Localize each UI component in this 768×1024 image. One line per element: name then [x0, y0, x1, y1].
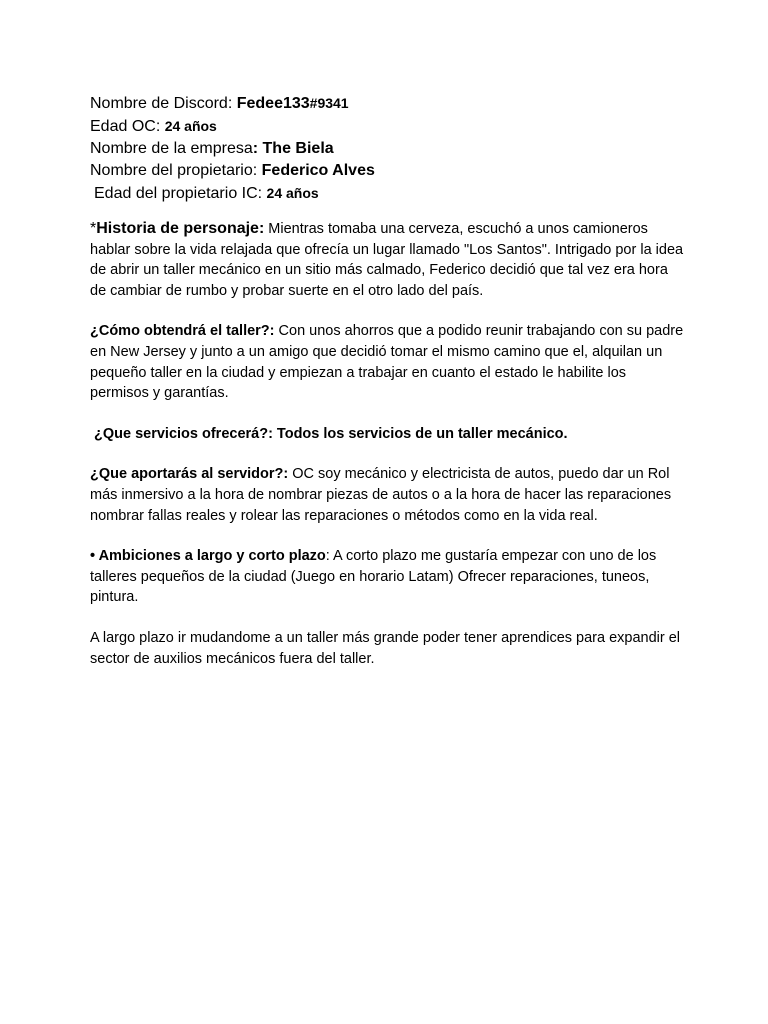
- owner-age-line: [90, 182, 686, 205]
- ambitions-label: • Ambiciones a largo y corto plazo: [90, 548, 326, 565]
- how-obtain-text: Con unos ahorros que a podido reunir trabajando con su padre en New Jersey y junto a un amigo que decidió tomar el mismo camino que el, alquilan un pequeño taller en la ciudad y empiezan a trabajar en cuanto el estado le habilite los permisos y garantías.: [90, 323, 684, 402]
- owner-age-label: Edad del propietario IC:: [94, 185, 267, 202]
- discord-label: Nombre de Discord:: [90, 95, 237, 112]
- age-oc-line: [90, 115, 686, 138]
- services-paragraph: [90, 424, 686, 445]
- long-term-paragraph: [90, 628, 686, 669]
- how-obtain-paragraph: [90, 321, 686, 403]
- services-label: ¿Que servicios ofrecerá?: Todos los servicios de un taller mecánico.: [94, 425, 568, 442]
- owner-label: Nombre del propietario:: [90, 162, 262, 179]
- company-value: : The Biela: [252, 140, 334, 157]
- discord-name: Fedee133: [236, 95, 310, 112]
- company-line: [90, 138, 686, 160]
- company-label: Nombre de la empresa: [90, 140, 253, 157]
- age-oc-label: Edad OC:: [90, 118, 165, 135]
- history-text: Mientras tomaba una cerveza, escuchó a unos camioneros hablar sobre la vida relajada que ofrecía un lugar llamado "Los Santos". Intrigado por la idea de abrir un taller mecánico en un sitio más calmado, Federico decidió que tal vez era hora de cambiar de rumbo y probar suerte en el otro lado del país.: [90, 221, 684, 299]
- contribute-paragraph: [90, 464, 686, 526]
- document-page: [90, 92, 686, 669]
- how-obtain-label: ¿Cómo obtendrá el taller?:: [90, 323, 275, 340]
- owner-value: Federico Alves: [261, 162, 375, 179]
- ambitions-paragraph: [90, 546, 686, 608]
- owner-age-value: 24 años: [266, 185, 319, 201]
- contribute-label: ¿Que aportarás al servidor?:: [90, 466, 289, 483]
- discord-tag: #9341: [309, 95, 349, 111]
- discord-line: [90, 92, 686, 115]
- header-block: [90, 92, 686, 205]
- age-oc-value: 24 años: [164, 118, 217, 134]
- history-prefix: *: [90, 220, 97, 237]
- owner-line: [90, 160, 686, 182]
- contribute-text: OC soy mecánico y electricista de autos, puedo dar un Rol más inmersivo a la hora de nombrar piezas de autos o a la hora de hacer las reparaciones nombrar fallas reales y rolear las reparaciones o métodos como en la vida real.: [90, 466, 672, 524]
- history-paragraph: [90, 219, 686, 301]
- ambitions-text: : A corto plazo me gustaría empezar con uno de los talleres pequeños de la ciudad (Juego en horario Latam) Ofrecer reparaciones, tuneos, pintura.: [90, 548, 657, 606]
- long-term-text: A largo plazo ir mudandome a un taller más grande poder tener aprendices para expandir el sector de auxilios mecánicos fuera del taller.: [90, 629, 681, 667]
- history-label: Historia de personaje:: [96, 220, 265, 237]
